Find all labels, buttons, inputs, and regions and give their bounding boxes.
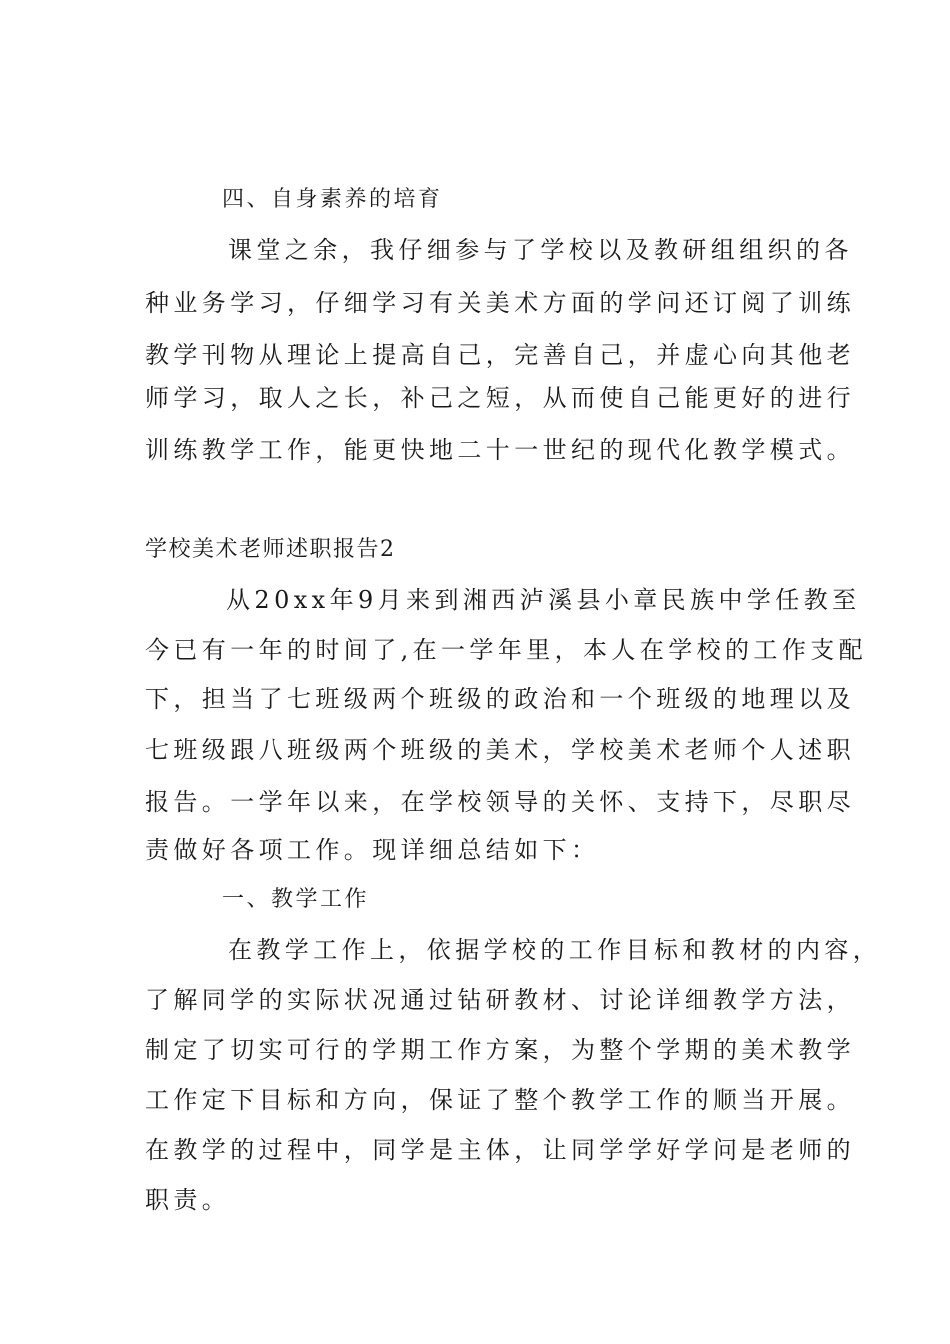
section-heading: 一、教学工作 [222, 887, 370, 912]
paragraph-line: 职责。 [145, 1186, 231, 1214]
paragraph-line: 报告。一学年以来，在学校领导的关怀、支持下，尽职尽 [145, 788, 855, 816]
paragraph-line: 工作定下目标和方向，保证了整个教学工作的顺当开展。 [145, 1086, 855, 1114]
paragraph-line: 七班级跟八班级两个班级的美术，学校美术老师个人述职 [145, 736, 855, 764]
paragraph-line: 教学刊物从理论上提高自己，完善自己，并虚心向其他老 [145, 341, 855, 369]
paragraph-line: 了解同学的实际状况通过钻研教材、讨论详细教学方法， [145, 986, 855, 1014]
paragraph-line: 责做好各项工作。现详细总结如下： [145, 836, 600, 864]
section-heading: 四、自身素养的培育 [222, 187, 443, 212]
document-title: 学校美术老师述职报告2 [145, 537, 396, 562]
paragraph-line: 种业务学习，仔细学习有关美术方面的学问还订阅了训练 [145, 289, 855, 317]
paragraph-line: 下，担当了七班级两个班级的政治和一个班级的地理以及 [145, 685, 855, 713]
paragraph-line: 在教学工作上，依据学校的工作目标和教材的内容， [228, 936, 882, 964]
paragraph-line: 在教学的过程中，同学是主体，让同学学好学问是老师的 [145, 1136, 855, 1164]
paragraph-line: 制定了切实可行的学期工作方案，为整个学期的美术教学 [145, 1036, 855, 1064]
paragraph-line: 今已有一年的时间了,在一学年里，本人在学校的工作支配 [145, 636, 868, 664]
paragraph-line: 从20xx年9月来到湘西泸溪县小章民族中学任教至 [226, 586, 861, 614]
paragraph-line: 课堂之余，我仔细参与了学校以及教研组组织的各 [228, 236, 853, 264]
paragraph-line: 师学习，取人之长，补己之短，从而使自己能更好的进行 [145, 384, 855, 412]
paragraph-line: 训练教学工作，能更快地二十一世纪的现代化教学模式。 [145, 436, 855, 464]
